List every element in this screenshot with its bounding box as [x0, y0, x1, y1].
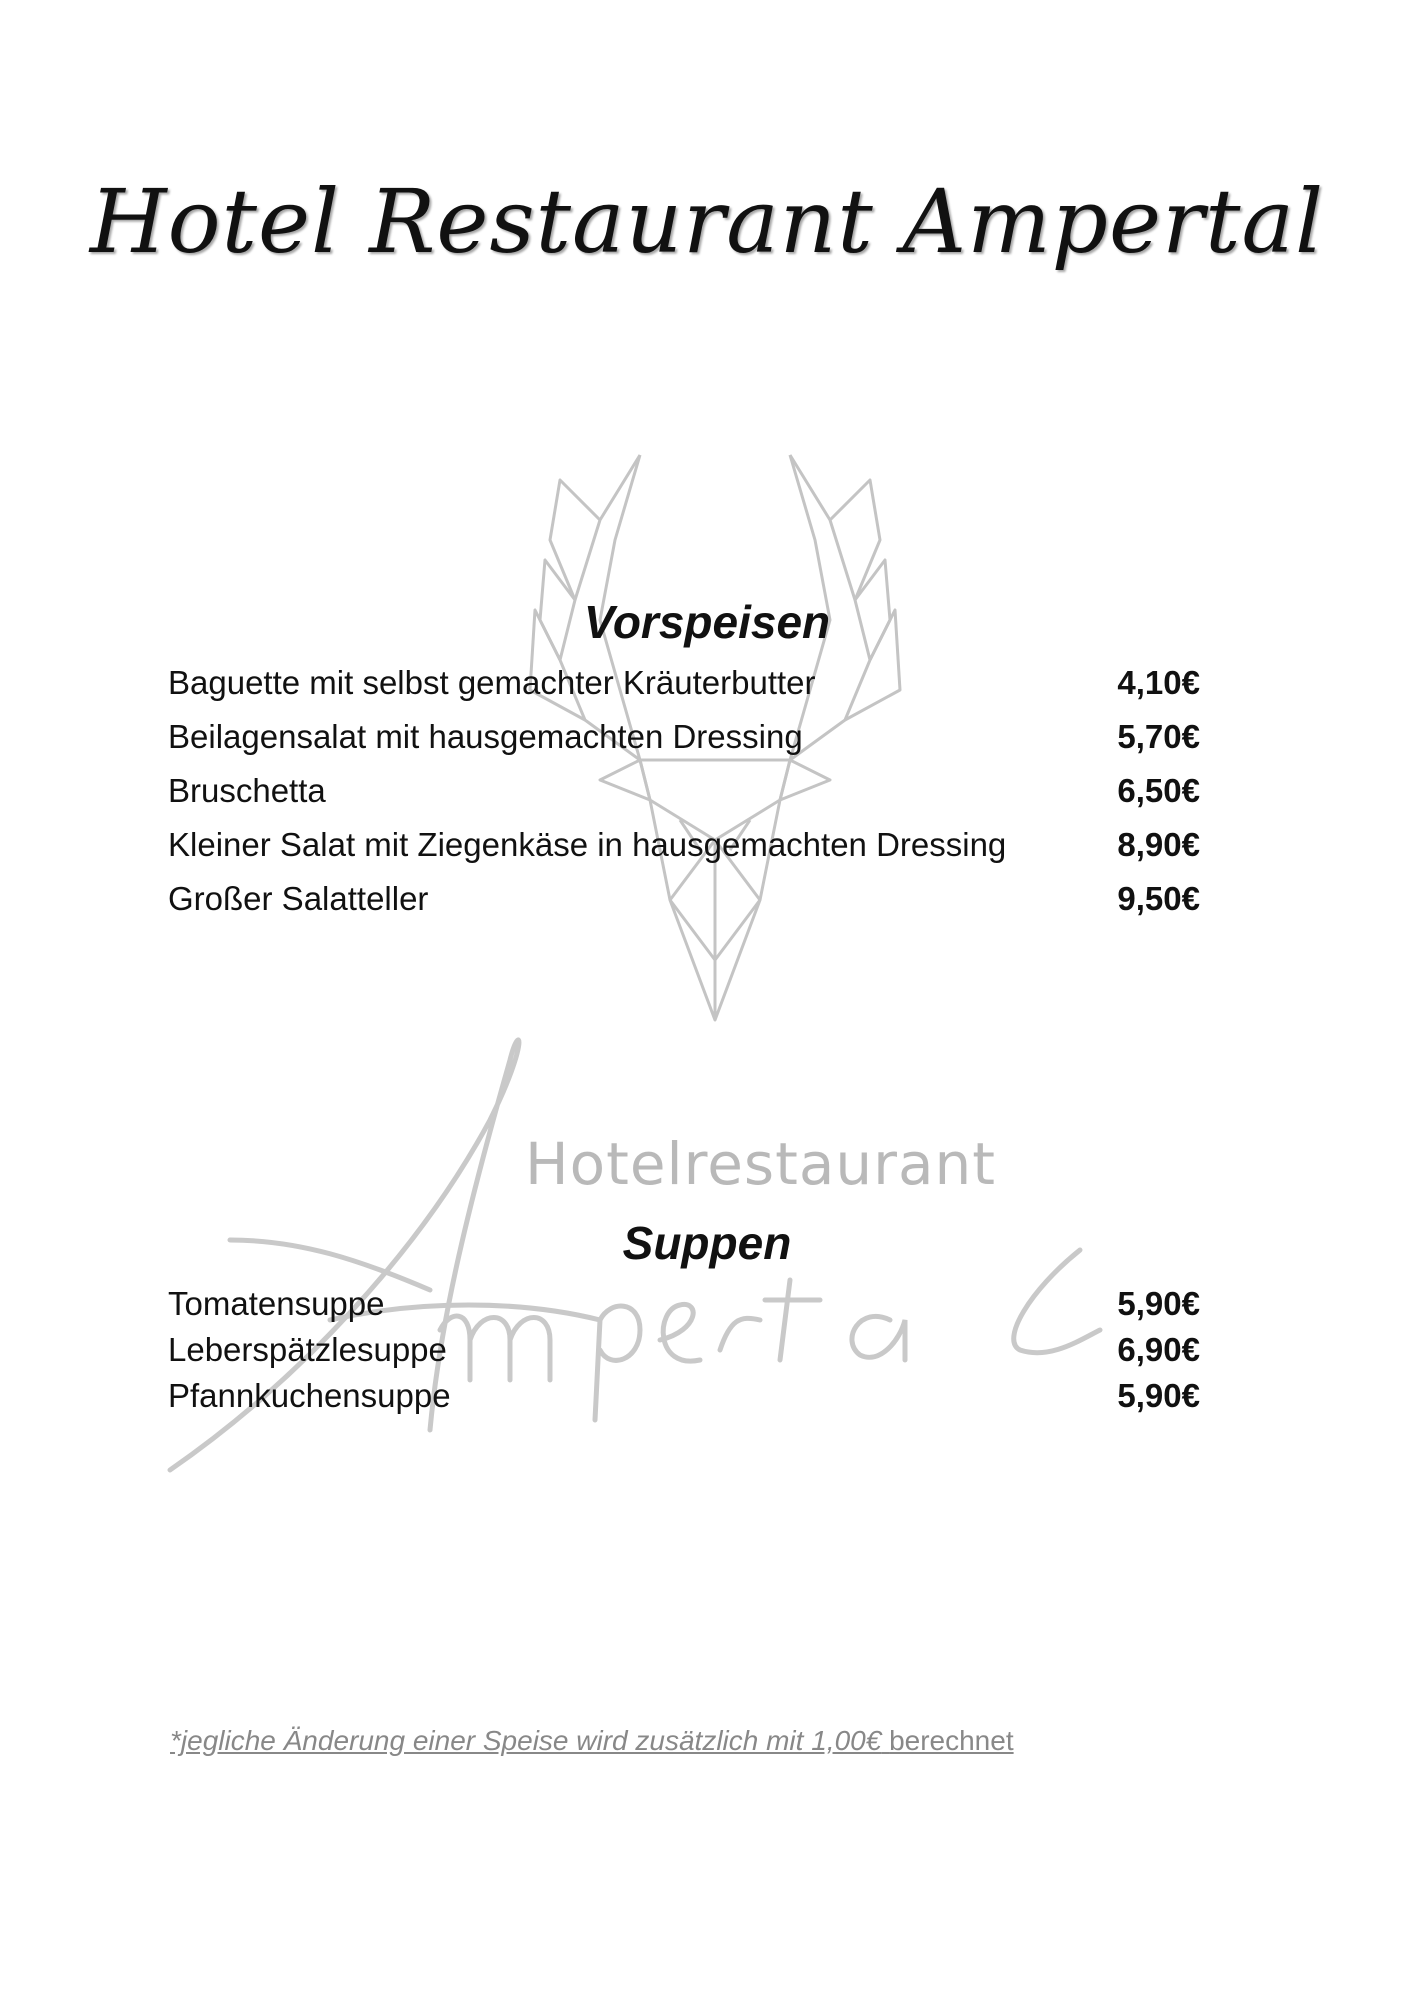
menu-item-name: Kleiner Salat mit Ziegenkäse in hausgemachten Dressing [168, 826, 1007, 863]
menu-item [168, 718, 1200, 772]
menu-item [168, 826, 1200, 880]
menu-item-name: Beilagensalat mit hausgemachten Dressing [168, 718, 803, 755]
menu-item-name: Pfannkuchensuppe [168, 1377, 451, 1414]
menu-item-price: 6,50€ [1117, 772, 1200, 809]
menu-item [168, 880, 1200, 934]
menu-item-name: Tomatensuppe [168, 1285, 385, 1322]
menu-item-price: 4,10€ [1117, 664, 1200, 701]
menu-item-name: Großer Salatteller [168, 880, 429, 917]
menu-item-price: 5,90€ [1117, 1377, 1200, 1414]
menu-item-name: Bruschetta [168, 772, 326, 809]
footnote-tail: berechnet [889, 1725, 1014, 1756]
menu-item-price: 8,90€ [1117, 826, 1200, 863]
section-title-suppen: Suppen [622, 1217, 792, 1269]
menu-item [168, 1331, 1200, 1377]
menu-item-price: 5,70€ [1117, 718, 1200, 755]
watermark-hotelrestaurant-text: Hotelrestaurant [525, 1130, 997, 1198]
menu-item-name: Baguette mit selbst gemachter Kräuterbutter [168, 664, 816, 701]
menu-list-vorspeisen [168, 664, 1200, 934]
menu-item-price: 6,90€ [1117, 1331, 1200, 1368]
section-title-vorspeisen: Vorspeisen [583, 596, 831, 648]
menu-item [168, 664, 1200, 718]
restaurant-title: Hotel Restaurant Ampertal [89, 170, 1325, 273]
menu-item-price: 5,90€ [1117, 1285, 1200, 1322]
footnote-main: *jegliche Änderung einer Speise wird zusätzlich mit 1,00€ [170, 1725, 882, 1756]
menu-item-price: 9,50€ [1117, 880, 1200, 917]
menu-item [168, 772, 1200, 826]
menu-item [168, 1377, 1200, 1423]
menu-item-name: Leberspätzlesuppe [168, 1331, 447, 1368]
menu-list-suppen [168, 1285, 1200, 1423]
footnote [170, 1725, 1014, 1757]
menu-item [168, 1285, 1200, 1331]
